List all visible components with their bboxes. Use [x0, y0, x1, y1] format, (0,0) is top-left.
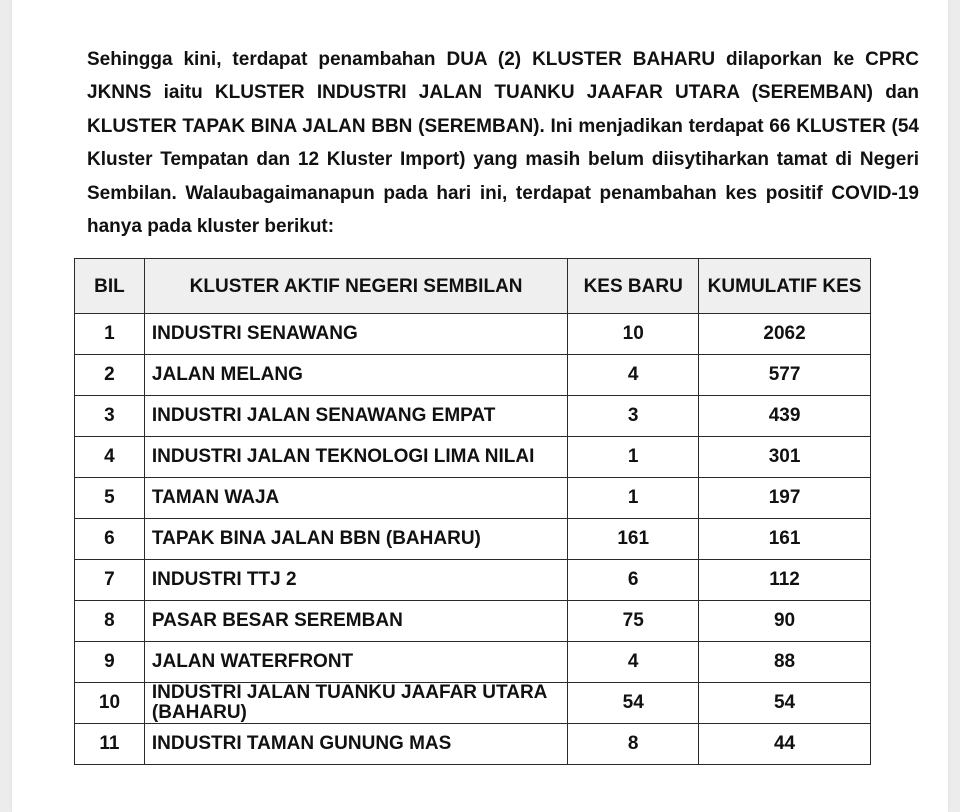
cell-new-cases: 1 [568, 478, 699, 519]
table-row [75, 396, 871, 437]
cell-cluster-name: JALAN MELANG [144, 355, 567, 396]
cell-cluster-name: TAMAN WAJA [144, 478, 567, 519]
cell-new-cases: 6 [568, 560, 699, 601]
cell-new-cases: 161 [568, 519, 699, 560]
cell-cluster-name: INDUSTRI TAMAN GUNUNG MAS [144, 724, 567, 765]
cell-bil: 7 [75, 560, 145, 601]
table-row [75, 601, 871, 642]
table-header-row [75, 259, 871, 314]
cell-new-cases: 10 [568, 314, 699, 355]
cell-cluster-name: INDUSTRI JALAN TEKNOLOGI LIMA NILAI [144, 437, 567, 478]
cell-cluster-name: INDUSTRI TTJ 2 [144, 560, 567, 601]
header-cumulative: KUMULATIF KES [699, 259, 871, 314]
table-row [75, 683, 871, 724]
document-page [12, 0, 948, 812]
cell-new-cases: 4 [568, 642, 699, 683]
cell-cluster-name: INDUSTRI SENAWANG [144, 314, 567, 355]
cell-new-cases: 3 [568, 396, 699, 437]
cell-new-cases: 1 [568, 437, 699, 478]
cell-cumulative: 44 [699, 724, 871, 765]
header-new-cases: KES BARU [568, 259, 699, 314]
cell-cumulative: 197 [699, 478, 871, 519]
cell-bil: 1 [75, 314, 145, 355]
cell-cumulative: 112 [699, 560, 871, 601]
table-row [75, 437, 871, 478]
cell-cluster-name: JALAN WATERFRONT [144, 642, 567, 683]
cell-cumulative: 161 [699, 519, 871, 560]
cell-cumulative: 577 [699, 355, 871, 396]
cell-new-cases: 8 [568, 724, 699, 765]
cell-bil: 11 [75, 724, 145, 765]
cell-cumulative: 88 [699, 642, 871, 683]
cell-bil: 2 [75, 355, 145, 396]
cell-bil: 8 [75, 601, 145, 642]
table-row [75, 560, 871, 601]
cell-cumulative: 301 [699, 437, 871, 478]
table-row [75, 642, 871, 683]
cell-cumulative: 2062 [699, 314, 871, 355]
cell-cluster-name: TAPAK BINA JALAN BBN (BAHARU) [144, 519, 567, 560]
table-row [75, 519, 871, 560]
table-row [75, 314, 871, 355]
table-row [75, 478, 871, 519]
cell-cumulative: 54 [699, 683, 871, 724]
cell-bil: 10 [75, 683, 145, 724]
cell-new-cases: 54 [568, 683, 699, 724]
header-cluster: KLUSTER AKTIF NEGERI SEMBILAN [144, 259, 567, 314]
cell-cluster-name: PASAR BESAR SEREMBAN [144, 601, 567, 642]
cell-new-cases: 4 [568, 355, 699, 396]
cell-cluster-name: INDUSTRI JALAN TUANKU JAAFAR UTARA (BAHARU) [144, 683, 567, 724]
header-bil: BIL [75, 259, 145, 314]
cell-new-cases: 75 [568, 601, 699, 642]
cell-bil: 6 [75, 519, 145, 560]
table-row [75, 724, 871, 765]
cell-bil: 3 [75, 396, 145, 437]
cell-cumulative: 90 [699, 601, 871, 642]
table-row [75, 355, 871, 396]
cluster-table [74, 258, 871, 765]
cell-cluster-name: INDUSTRI JALAN SENAWANG EMPAT [144, 396, 567, 437]
cell-cumulative: 439 [699, 396, 871, 437]
cell-bil: 4 [75, 437, 145, 478]
intro-paragraph: Sehingga kini, terdapat penambahan DUA (2) KLUSTER BAHARU dilaporkan ke CPRC JKNNS iaitu KLUSTER INDUSTRI JALAN TUANKU JAAFAR UTARA (SEREMBAN) dan KLUSTER TAPAK BINA JALAN BBN (SEREMBAN). Ini menjadikan terdapat 66 KLUSTER (54 Kluster Tempatan dan 12 Kluster Import) yang masih belum diisytiharkan tamat di Negeri Sembilan. Walaubagaimanapun pada hari ini, terdapat penambahan kes positif COVID-19 hanya pada kluster berikut: [87, 49, 919, 238]
cell-bil: 9 [75, 642, 145, 683]
cell-bil: 5 [75, 478, 145, 519]
